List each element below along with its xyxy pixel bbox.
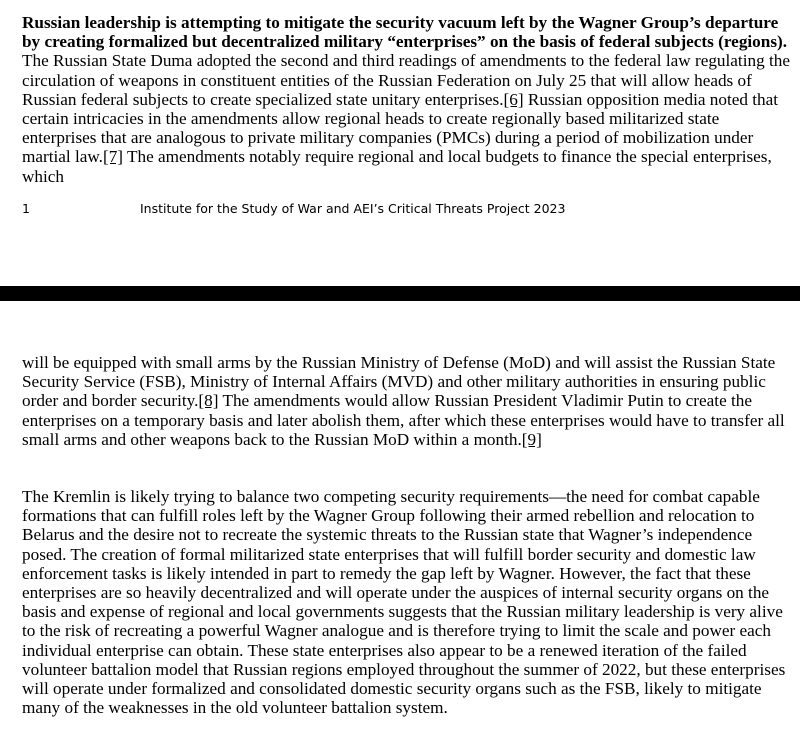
page-top [0,0,800,286]
lead-sentence: Russian leadership is attempting to mitigate the security vacuum left by the Wagner Group’s departure by creating formalized but decentralized military “enterprises” on the basis of federal subjects (regions). [22,13,788,52]
paragraph-text: Russian opposition media noted that certain intricacies in the amendments allow regional heads to create regionally based militarized state enterprises that are analogous to private military companies (PMCs) during a period of mobilization under martial law. [22,89,779,167]
page-footer [22,199,794,219]
paragraph-duma-amendments [22,13,794,186]
paragraph-kremlin-assessment: The Kremlin is likely trying to balance two competing security requirements—the need for combat capable formations that can fulfill roles left by the Wagner Group following their armed rebellion and relocation to Belarus and the desire not to recreate the systemic threats to the Russian state that Wagner’s independence posed. The creation of formal militarized state enterprises that will fulfill border security and domestic law enforcement tasks is likely intended in part to remedy the gap left by Wagner. However, the fact that these enterprises are so heavily decentralized and will operate under the auspices of internal security organs on the basis and expense of regional and local governments suggests that the Russian military leadership is very alive to the risk of recreating a powerful Wagner analogue and is therefore trying to limit the scale and power each individual enterprise can obtain. These state enterprises also appear to be a renewed iteration of the failed volunteer battalion model that Russian regions employed throughout the summer of 2022, but these enterprises will operate under formalized and consolidated domestic security organs such as the FSB, likely to mitigate many of the weaknesses in the old volunteer battalion system. [22,487,786,718]
paragraph-text: will be equipped with small arms by the Russian Ministry of Defense (MoD) and will assist the Russian State Security Service (FSB), Ministry of Internal Affairs (MVD) and other military authorities in ensuring public order and border security. [22,353,776,411]
footnote-link-9[interactable]: [9] [521,429,542,449]
paragraph-text: The amendments notably require regional and local budgets to finance the special enterprises, which [22,147,772,186]
footer-text: Institute for the Study of War and AEI’s Critical Threats Project 2023 [140,201,566,216]
paragraph-mod-equipment [22,353,794,449]
footnote-link-8[interactable]: [8] [198,391,219,411]
paragraph-text: The Russian State Duma adopted the second and third readings of amendments to the federal law regulating the circulation of weapons in constituent entities of the Russian Federation on July 25 that will allow heads of Russian federal subjects to create specialized state unitary enterprises. [22,51,790,109]
page-number: 1 [22,201,30,216]
page-break-bar [0,286,800,301]
paragraph-text: The amendments would allow Russian President Vladimir Putin to create the enterprises on a temporary basis and later abolish them, after which these enterprises would have to transfer all small arms and other weapons back to the Russian MoD within a month. [22,391,785,449]
footnote-link-7[interactable]: [7] [102,147,124,167]
footnote-link-6[interactable]: [6] [503,89,524,109]
